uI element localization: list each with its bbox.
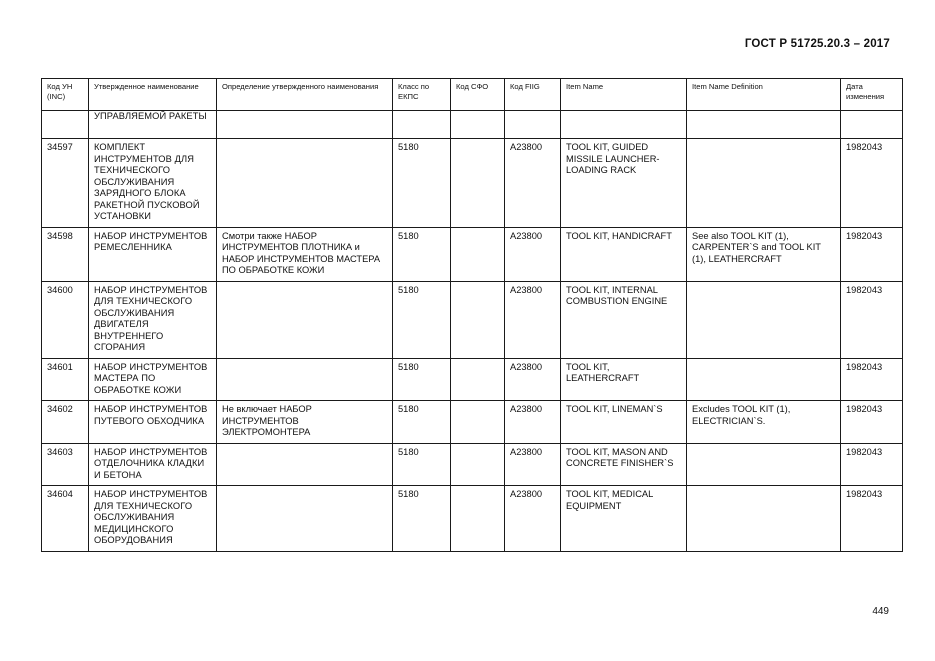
table-body	[42, 111, 903, 552]
cell-item-definition	[687, 139, 841, 228]
table-row	[42, 139, 903, 228]
cell-class-ekps: 5180	[393, 486, 451, 552]
column-header-sfo: Код СФО	[451, 79, 505, 111]
cell-definition-ru	[217, 358, 393, 401]
cell-date: 1982043	[841, 227, 903, 281]
cell-item-name: TOOL KIT, MEDICAL EQUIPMENT	[561, 486, 687, 552]
cell-date: 1982043	[841, 358, 903, 401]
cell-sfo	[451, 486, 505, 552]
column-header-item-name: Item Name	[561, 79, 687, 111]
cell-class-ekps: 5180	[393, 281, 451, 358]
column-header-fiig: Код FIIG	[505, 79, 561, 111]
cell-item-definition	[687, 443, 841, 486]
cell-definition-ru	[217, 443, 393, 486]
cell-item-name	[561, 111, 687, 139]
cell-date: 1982043	[841, 401, 903, 444]
table-row	[42, 358, 903, 401]
table-row	[42, 401, 903, 444]
column-header-name-ru: Утвержденное наименование	[89, 79, 217, 111]
column-header-class-ekps: Класс по ЕКПС	[393, 79, 451, 111]
column-header-definition-ru: Определение утвержденного наименования	[217, 79, 393, 111]
cell-inc	[42, 111, 89, 139]
cell-item-name: TOOL KIT, MASON AND CONCRETE FINISHER`S	[561, 443, 687, 486]
cell-name-ru: НАБОР ИНСТРУМЕНТОВ МАСТЕРА ПО ОБРАБОТКЕ КОЖИ	[89, 358, 217, 401]
column-header-inc: Код УН (INC)	[42, 79, 89, 111]
cell-sfo	[451, 111, 505, 139]
cell-item-definition: See also TOOL KIT (1), CARPENTER`S and TOOL KIT (1), LEATHERCRAFT	[687, 227, 841, 281]
cell-inc: 34601	[42, 358, 89, 401]
cell-sfo	[451, 443, 505, 486]
cell-definition-ru	[217, 139, 393, 228]
cell-item-name: TOOL KIT, LINEMAN`S	[561, 401, 687, 444]
cell-inc: 34603	[42, 443, 89, 486]
table-row	[42, 281, 903, 358]
cell-class-ekps: 5180	[393, 227, 451, 281]
column-header-date: Дата изменения	[841, 79, 903, 111]
cell-name-ru: НАБОР ИНСТРУМЕНТОВ ПУТЕВОГО ОБХОДЧИКА	[89, 401, 217, 444]
cell-sfo	[451, 358, 505, 401]
cell-definition-ru: Не включает НАБОР ИНСТРУМЕНТОВ ЭЛЕКТРОМОНТЕРА	[217, 401, 393, 444]
table-row	[42, 486, 903, 552]
cell-sfo	[451, 139, 505, 228]
table-row	[42, 443, 903, 486]
cell-inc: 34602	[42, 401, 89, 444]
cell-definition-ru	[217, 111, 393, 139]
cell-item-definition	[687, 358, 841, 401]
cell-class-ekps	[393, 111, 451, 139]
cell-fiig: A23800	[505, 401, 561, 444]
cell-date: 1982043	[841, 139, 903, 228]
cell-date: 1982043	[841, 443, 903, 486]
cell-item-name: TOOL KIT, LEATHERCRAFT	[561, 358, 687, 401]
cell-name-ru: КОМПЛЕКТ ИНСТРУМЕНТОВ ДЛЯ ТЕХНИЧЕСКОГО ОБСЛУЖИВАНИЯ ЗАРЯДНОГО БЛОКА РАКЕТНОЙ ПУСКОВОЙ УСТАНОВКИ	[89, 139, 217, 228]
cell-sfo	[451, 401, 505, 444]
cell-name-ru: НАБОР ИНСТРУМЕНТОВ ДЛЯ ТЕХНИЧЕСКОГО ОБСЛУЖИВАНИЯ ДВИГАТЕЛЯ ВНУТРЕННЕГО СГОРАНИЯ	[89, 281, 217, 358]
cell-sfo	[451, 227, 505, 281]
cell-date: 1982043	[841, 486, 903, 552]
cell-inc: 34600	[42, 281, 89, 358]
cell-sfo	[451, 281, 505, 358]
cell-fiig: A23800	[505, 358, 561, 401]
cell-definition-ru	[217, 281, 393, 358]
cell-item-name: TOOL KIT, HANDICRAFT	[561, 227, 687, 281]
cell-fiig: A23800	[505, 227, 561, 281]
cell-name-ru: НАБОР ИНСТРУМЕНТОВ ОТДЕЛОЧНИКА КЛАДКИ И БЕТОНА	[89, 443, 217, 486]
cell-fiig: A23800	[505, 281, 561, 358]
cell-item-name: TOOL KIT, GUIDED MISSILE LAUNCHER-LOADING RACK	[561, 139, 687, 228]
cell-fiig: A23800	[505, 486, 561, 552]
column-header-item-definition: Item Name Definition	[687, 79, 841, 111]
cell-date: 1982043	[841, 281, 903, 358]
cell-item-definition	[687, 111, 841, 139]
table-row-continued	[42, 111, 903, 139]
page-number: 449	[872, 606, 889, 617]
cell-definition-ru: Смотри также НАБОР ИНСТРУМЕНТОВ ПЛОТНИКА и НАБОР ИНСТРУМЕНТОВ МАСТЕРА ПО ОБРАБОТКЕ КОЖИ	[217, 227, 393, 281]
cell-item-definition	[687, 281, 841, 358]
cell-definition-ru	[217, 486, 393, 552]
cell-fiig: A23800	[505, 139, 561, 228]
cell-name-ru: НАБОР ИНСТРУМЕНТОВ ДЛЯ ТЕХНИЧЕСКОГО ОБСЛУЖИВАНИЯ МЕДИЦИНСКОГО ОБОРУДОВАНИЯ	[89, 486, 217, 552]
document-standard-header: ГОСТ Р 51725.20.3 – 2017	[744, 38, 890, 50]
cell-fiig: A23800	[505, 443, 561, 486]
cell-inc: 34597	[42, 139, 89, 228]
cell-date	[841, 111, 903, 139]
cell-class-ekps: 5180	[393, 139, 451, 228]
cell-class-ekps: 5180	[393, 358, 451, 401]
cell-inc: 34598	[42, 227, 89, 281]
cell-name-ru: НАБОР ИНСТРУМЕНТОВ РЕМЕСЛЕННИКА	[89, 227, 217, 281]
cell-item-name: TOOL KIT, INTERNAL COMBUSTION ENGINE	[561, 281, 687, 358]
cell-name-ru: УПРАВЛЯЕМОЙ РАКЕТЫ	[89, 111, 217, 139]
cell-item-definition: Excludes TOOL KIT (1), ELECTRICIAN`S.	[687, 401, 841, 444]
table-row	[42, 227, 903, 281]
cell-class-ekps: 5180	[393, 401, 451, 444]
cell-item-definition	[687, 486, 841, 552]
cell-inc: 34604	[42, 486, 89, 552]
cell-fiig	[505, 111, 561, 139]
item-catalog-table	[41, 78, 903, 552]
table-header-row	[42, 79, 903, 111]
cell-class-ekps: 5180	[393, 443, 451, 486]
